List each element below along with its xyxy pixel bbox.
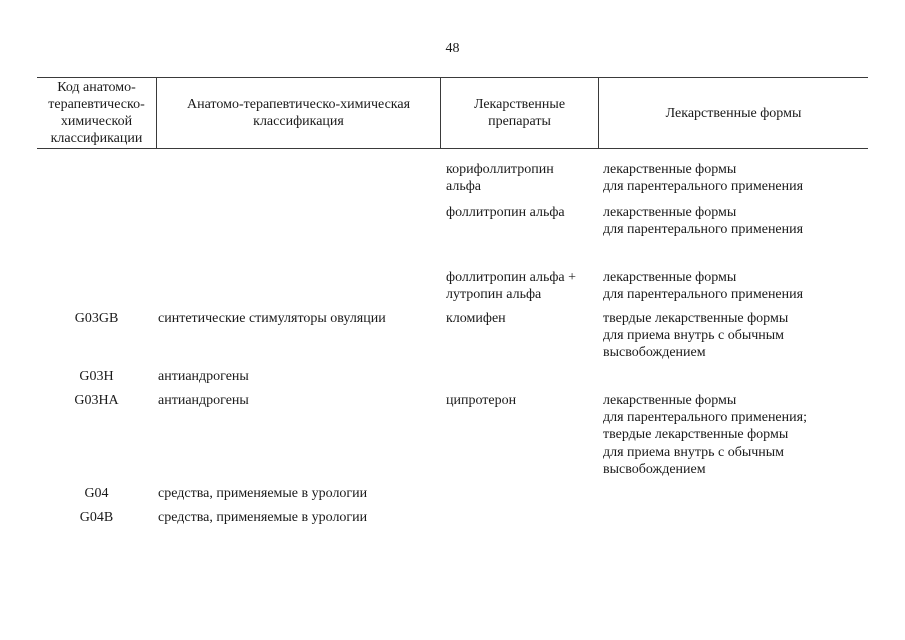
- header-atc-code: Код анатомо- терапевтическо- химической классификации: [37, 78, 157, 148]
- classification-cell: антиандрогены: [158, 369, 249, 384]
- forms-cell: лекарственные формы для парентерального применения: [603, 270, 804, 303]
- forms-cell: лекарственные формы для парентерального применения; твердые лекарственные формы для приема внутрь с обычным высвобождением: [603, 393, 807, 477]
- header-drugs: Лекарственные препараты: [441, 78, 599, 148]
- drug-cell: фоллитропин альфа: [446, 205, 565, 220]
- drug-cell: кломифен: [446, 311, 506, 326]
- code-cell: G03HA: [74, 393, 119, 408]
- code-cell: G04B: [79, 510, 114, 525]
- forms-cell: лекарственные формы для парентерального применения: [603, 205, 804, 238]
- drug-cell: корифоллитропин альфа: [446, 162, 554, 195]
- classification-cell: средства, применяемые в урологии: [158, 510, 368, 525]
- page-number: 48: [445, 41, 460, 56]
- code-cell: G03GB: [74, 311, 119, 326]
- header-atc-classification: Анатомо-терапевтическо-химическая классификация: [157, 78, 441, 148]
- code-cell: G03H: [79, 369, 114, 384]
- classification-cell: антиандрогены: [158, 393, 249, 408]
- forms-cell: лекарственные формы для парентерального применения: [603, 162, 804, 195]
- classification-cell: синтетические стимуляторы овуляции: [158, 311, 386, 326]
- forms-cell: твердые лекарственные формы для приема внутрь с обычным высвобождением: [603, 311, 789, 361]
- classification-cell: средства, применяемые в урологии: [158, 486, 368, 501]
- drug-cell: фоллитропин альфа + лутропин альфа: [446, 270, 577, 303]
- drug-cell: ципротерон: [446, 393, 517, 408]
- table-header: [37, 77, 868, 149]
- header-dosage-forms: Лекарственные формы: [665, 105, 802, 121]
- code-cell: G04: [84, 486, 109, 501]
